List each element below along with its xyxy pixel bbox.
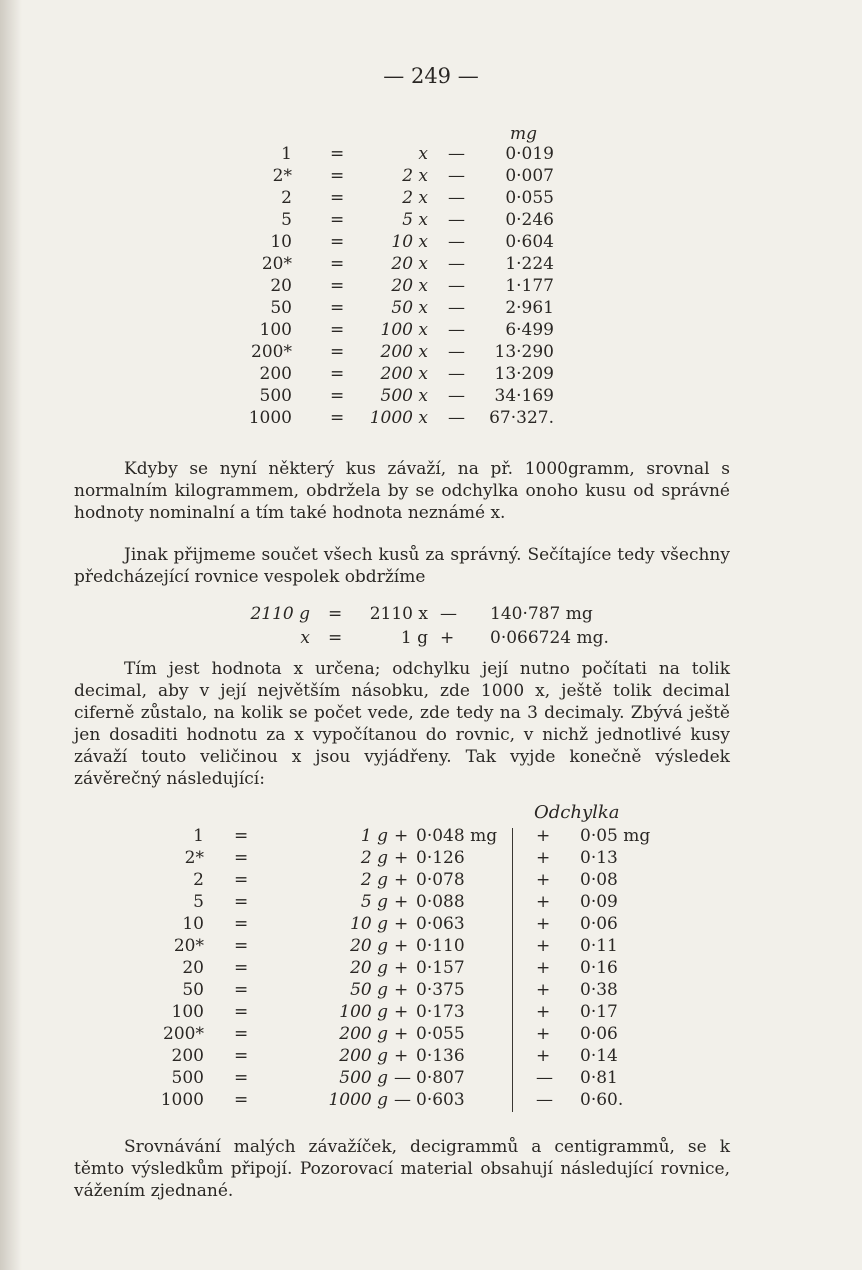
result-row (150, 870, 670, 892)
rounded-deviation: 0·13 (580, 848, 618, 868)
equals-sign: = (330, 408, 345, 428)
operator: + (536, 848, 551, 868)
operator: + (536, 1046, 551, 1066)
weight-label: 2* (184, 848, 204, 868)
deviation-value: 0·019 (505, 144, 554, 164)
operator: + (536, 826, 551, 846)
weight-label: 20 (270, 276, 292, 296)
deviation-value: 34·169 (494, 386, 554, 406)
gram-value: 1 g (360, 826, 388, 846)
gram-value: 2 g (360, 848, 388, 868)
weight-label: 10 (270, 232, 292, 252)
operator: + (394, 936, 409, 956)
weight-label: 500 (259, 386, 292, 406)
operator: — (448, 188, 465, 208)
equation-row (240, 408, 580, 430)
operator: — (536, 1090, 553, 1110)
operator: + (394, 848, 409, 868)
gram-value: 50 g (350, 980, 388, 1000)
rounded-deviation: 0·11 (580, 936, 618, 956)
correction-value: 0·173 (416, 1002, 465, 1022)
equation-row: x = 1 g + 0·066724 mg. (300, 628, 609, 648)
gram-value: 20 g (350, 936, 388, 956)
operator: + (536, 958, 551, 978)
gram-value: 10 g (350, 914, 388, 934)
weight-label: 1 (193, 826, 204, 846)
gram-value: 500 g (339, 1068, 388, 1088)
equation-row (240, 144, 580, 166)
operator: — (394, 1068, 411, 1088)
result-row (150, 1090, 670, 1112)
unknown-term: 200 x (380, 364, 428, 384)
equation-row (240, 254, 580, 276)
sum-equations (200, 604, 640, 652)
equals-sign: = (330, 232, 345, 252)
equals-sign: = (330, 188, 345, 208)
equals-sign: = (234, 826, 249, 846)
operator: — (536, 1068, 553, 1088)
operator: + (394, 914, 409, 934)
equation-row: 2110 g = 2110 x — 140·787 mg (250, 604, 593, 624)
equals-sign: = (234, 870, 249, 890)
rounded-deviation: 0·16 (580, 958, 618, 978)
operator: — (448, 210, 465, 230)
result-row (150, 826, 670, 848)
equation-row (240, 320, 580, 342)
equals-sign: = (330, 298, 345, 318)
equation-row (240, 364, 580, 386)
rounded-deviation: 0·17 (580, 1002, 618, 1022)
weight-label: 200 (259, 364, 292, 384)
gram-value: 5 g (360, 892, 388, 912)
operator: — (448, 342, 465, 362)
rounded-deviation: 0·06 (580, 1024, 618, 1044)
weight-label: 1000 (248, 408, 292, 428)
weight-label: 1 (281, 144, 292, 164)
result-row (150, 1002, 670, 1024)
rounded-deviation: 0·09 (580, 892, 618, 912)
equals-sign: = (234, 980, 249, 1000)
equals-sign: = (330, 320, 345, 340)
unknown-term: 5 x (402, 210, 428, 230)
equals-sign: = (234, 848, 249, 868)
equation-row (240, 342, 580, 364)
rounded-deviation: 0·05 mg (580, 826, 651, 846)
unit-header: mg (510, 124, 538, 144)
result-row (150, 892, 670, 914)
unknown-term: 50 x (391, 298, 428, 318)
deviation-value: 0·246 (505, 210, 554, 230)
weight-label: 500 (171, 1068, 204, 1088)
operator: + (394, 870, 409, 890)
operator: + (536, 1002, 551, 1022)
correction-value: 0·088 (416, 892, 465, 912)
operator: — (448, 320, 465, 340)
weight-label: 1000 (160, 1090, 204, 1110)
equals-sign: = (234, 958, 249, 978)
equation-row (240, 386, 580, 408)
operator: — (448, 364, 465, 384)
equals-sign: = (234, 892, 249, 912)
operator: — (448, 232, 465, 252)
operator: + (536, 870, 551, 890)
operator: + (536, 936, 551, 956)
result-row (150, 914, 670, 936)
equals-sign: = (330, 210, 345, 230)
gram-value: 20 g (350, 958, 388, 978)
deviation-value: 2·961 (505, 298, 554, 318)
gram-value: 1000 g (328, 1090, 388, 1110)
correction-value: 0·078 (416, 870, 465, 890)
equals-sign: = (330, 342, 345, 362)
gram-value: 100 g (339, 1002, 388, 1022)
weight-label: 20* (173, 936, 204, 956)
weight-label: 200* (163, 1024, 204, 1044)
operator: — (448, 276, 465, 296)
equals-sign: = (234, 936, 249, 956)
weight-label: 20 (182, 958, 204, 978)
operator: — (448, 144, 465, 164)
deviation-value: 13·209 (494, 364, 554, 384)
page-edge-shadow (0, 0, 22, 1270)
rounded-deviation: 0·38 (580, 980, 618, 1000)
operator: + (394, 980, 409, 1000)
equation-row (240, 188, 580, 210)
correction-value: 0·048 mg (416, 826, 498, 846)
unknown-term: 200 x (380, 342, 428, 362)
gram-value: 200 g (339, 1046, 388, 1066)
rounded-deviation: 0·06 (580, 914, 618, 934)
equals-sign: = (234, 1068, 249, 1088)
weight-label: 200* (251, 342, 292, 362)
equals-sign: = (234, 1090, 249, 1110)
operator: + (536, 980, 551, 1000)
result-row (150, 1046, 670, 1068)
paragraph-2: Jinak přijmeme součet všech kusů za správný. Sečítajíce tedy všechny předcházející rovnice vespolek obdržíme (74, 545, 730, 587)
operator: + (536, 914, 551, 934)
operator: — (448, 298, 465, 318)
correction-value: 0·110 (416, 936, 465, 956)
unknown-term: 2 x (402, 188, 428, 208)
rounded-deviation: 0·08 (580, 870, 618, 890)
correction-value: 0·126 (416, 848, 465, 868)
operator: — (448, 386, 465, 406)
unknown-term: 10 x (391, 232, 428, 252)
deviation-value: 13·290 (494, 342, 554, 362)
equations-table-1 (240, 120, 580, 430)
operator: + (536, 1024, 551, 1044)
result-row (150, 848, 670, 870)
deviation-value: 0·055 (505, 188, 554, 208)
weight-label: 100 (171, 1002, 204, 1022)
paragraph-1: Kdyby se nyní některý kus závaží, na př. 1000gramm, srovnal s normalním kilogrammem, obdržela by se odchylka onoho kusu od správné hodnoty nominalní a tím také hodnota neznámé x. (74, 459, 730, 523)
deviation-value: 1·177 (505, 276, 554, 296)
operator: — (448, 408, 465, 428)
paragraph-3: Tím jest hodnota x určena; odchylku její nutno počítati na tolik decimal, aby v její největším násobku, zde 1000 x, ještě tolik decimal ciferně zůstalo, na kolik se počet vede, zde tedy na 3 decimaly. Zbývá ještě jen dosaditi hodnotu za x vypočítanou do rovnic, v nichž jednotlivé kusy závaží touto veličinou x jsou vyjádřeny. Tak vyjde konečně výsledek závěrečný následující: (74, 659, 730, 789)
deviation-value: 0·007 (505, 166, 554, 186)
paragraph-4: Srovnávání malých závažíček, decigrammů a centigrammů, se k těmto výsledkům připojí. Pozorovací material obsahují následující rovnice, vážením zjednané. (74, 1137, 730, 1201)
equals-sign: = (330, 364, 345, 384)
equals-sign: = (234, 1046, 249, 1066)
equation-row (240, 166, 580, 188)
weight-label: 2 (281, 188, 292, 208)
equals-sign: = (234, 1002, 249, 1022)
operator: — (448, 166, 465, 186)
weight-label: 2* (272, 166, 292, 186)
unknown-term: 20 x (391, 254, 428, 274)
deviation-value: 6·499 (505, 320, 554, 340)
unknown-term: x (418, 144, 428, 164)
deviation-header: Odchylka (534, 802, 620, 823)
weight-label: 200 (171, 1046, 204, 1066)
rounded-deviation: 0·81 (580, 1068, 618, 1088)
rounded-deviation: 0·14 (580, 1046, 618, 1066)
results-table (150, 800, 670, 1112)
operator: + (394, 1002, 409, 1022)
result-row (150, 1024, 670, 1046)
equation-row (240, 232, 580, 254)
correction-value: 0·375 (416, 980, 465, 1000)
operator: + (394, 958, 409, 978)
correction-value: 0·807 (416, 1068, 465, 1088)
equals-sign: = (330, 166, 345, 186)
correction-value: 0·063 (416, 914, 465, 934)
operator: + (394, 892, 409, 912)
equation-row (240, 276, 580, 298)
equals-sign: = (330, 276, 345, 296)
result-row (150, 980, 670, 1002)
equals-sign: = (330, 144, 345, 164)
weight-label: 5 (193, 892, 204, 912)
rounded-deviation: 0·60. (580, 1090, 624, 1110)
correction-value: 0·603 (416, 1090, 465, 1110)
equals-sign: = (330, 254, 345, 274)
operator: + (536, 892, 551, 912)
unknown-term: 100 x (380, 320, 428, 340)
correction-value: 0·157 (416, 958, 465, 978)
unknown-term: 1000 x (369, 408, 428, 428)
equals-sign: = (330, 386, 345, 406)
unknown-term: 20 x (391, 276, 428, 296)
weight-label: 100 (259, 320, 292, 340)
gram-value: 200 g (339, 1024, 388, 1044)
equals-sign: = (234, 914, 249, 934)
equation-row (240, 210, 580, 232)
result-row (150, 1068, 670, 1090)
weight-label: 50 (182, 980, 204, 1000)
equals-sign: = (234, 1024, 249, 1044)
operator: + (394, 1046, 409, 1066)
weight-label: 50 (270, 298, 292, 318)
unknown-term: 2 x (402, 166, 428, 186)
correction-value: 0·055 (416, 1024, 465, 1044)
operator: — (448, 254, 465, 274)
page-number: — 249 — (383, 64, 479, 88)
weight-label: 10 (182, 914, 204, 934)
weight-label: 2 (193, 870, 204, 890)
weight-label: 5 (281, 210, 292, 230)
deviation-value: 1·224 (505, 254, 554, 274)
operator: + (394, 826, 409, 846)
deviation-value: 67·327. (489, 408, 554, 428)
unknown-term: 500 x (380, 386, 428, 406)
correction-value: 0·136 (416, 1046, 465, 1066)
deviation-value: 0·604 (505, 232, 554, 252)
result-row (150, 936, 670, 958)
result-row (150, 958, 670, 980)
gram-value: 2 g (360, 870, 388, 890)
operator: + (394, 1024, 409, 1044)
equation-row (240, 298, 580, 320)
weight-label: 20* (261, 254, 292, 274)
operator: — (394, 1090, 411, 1110)
